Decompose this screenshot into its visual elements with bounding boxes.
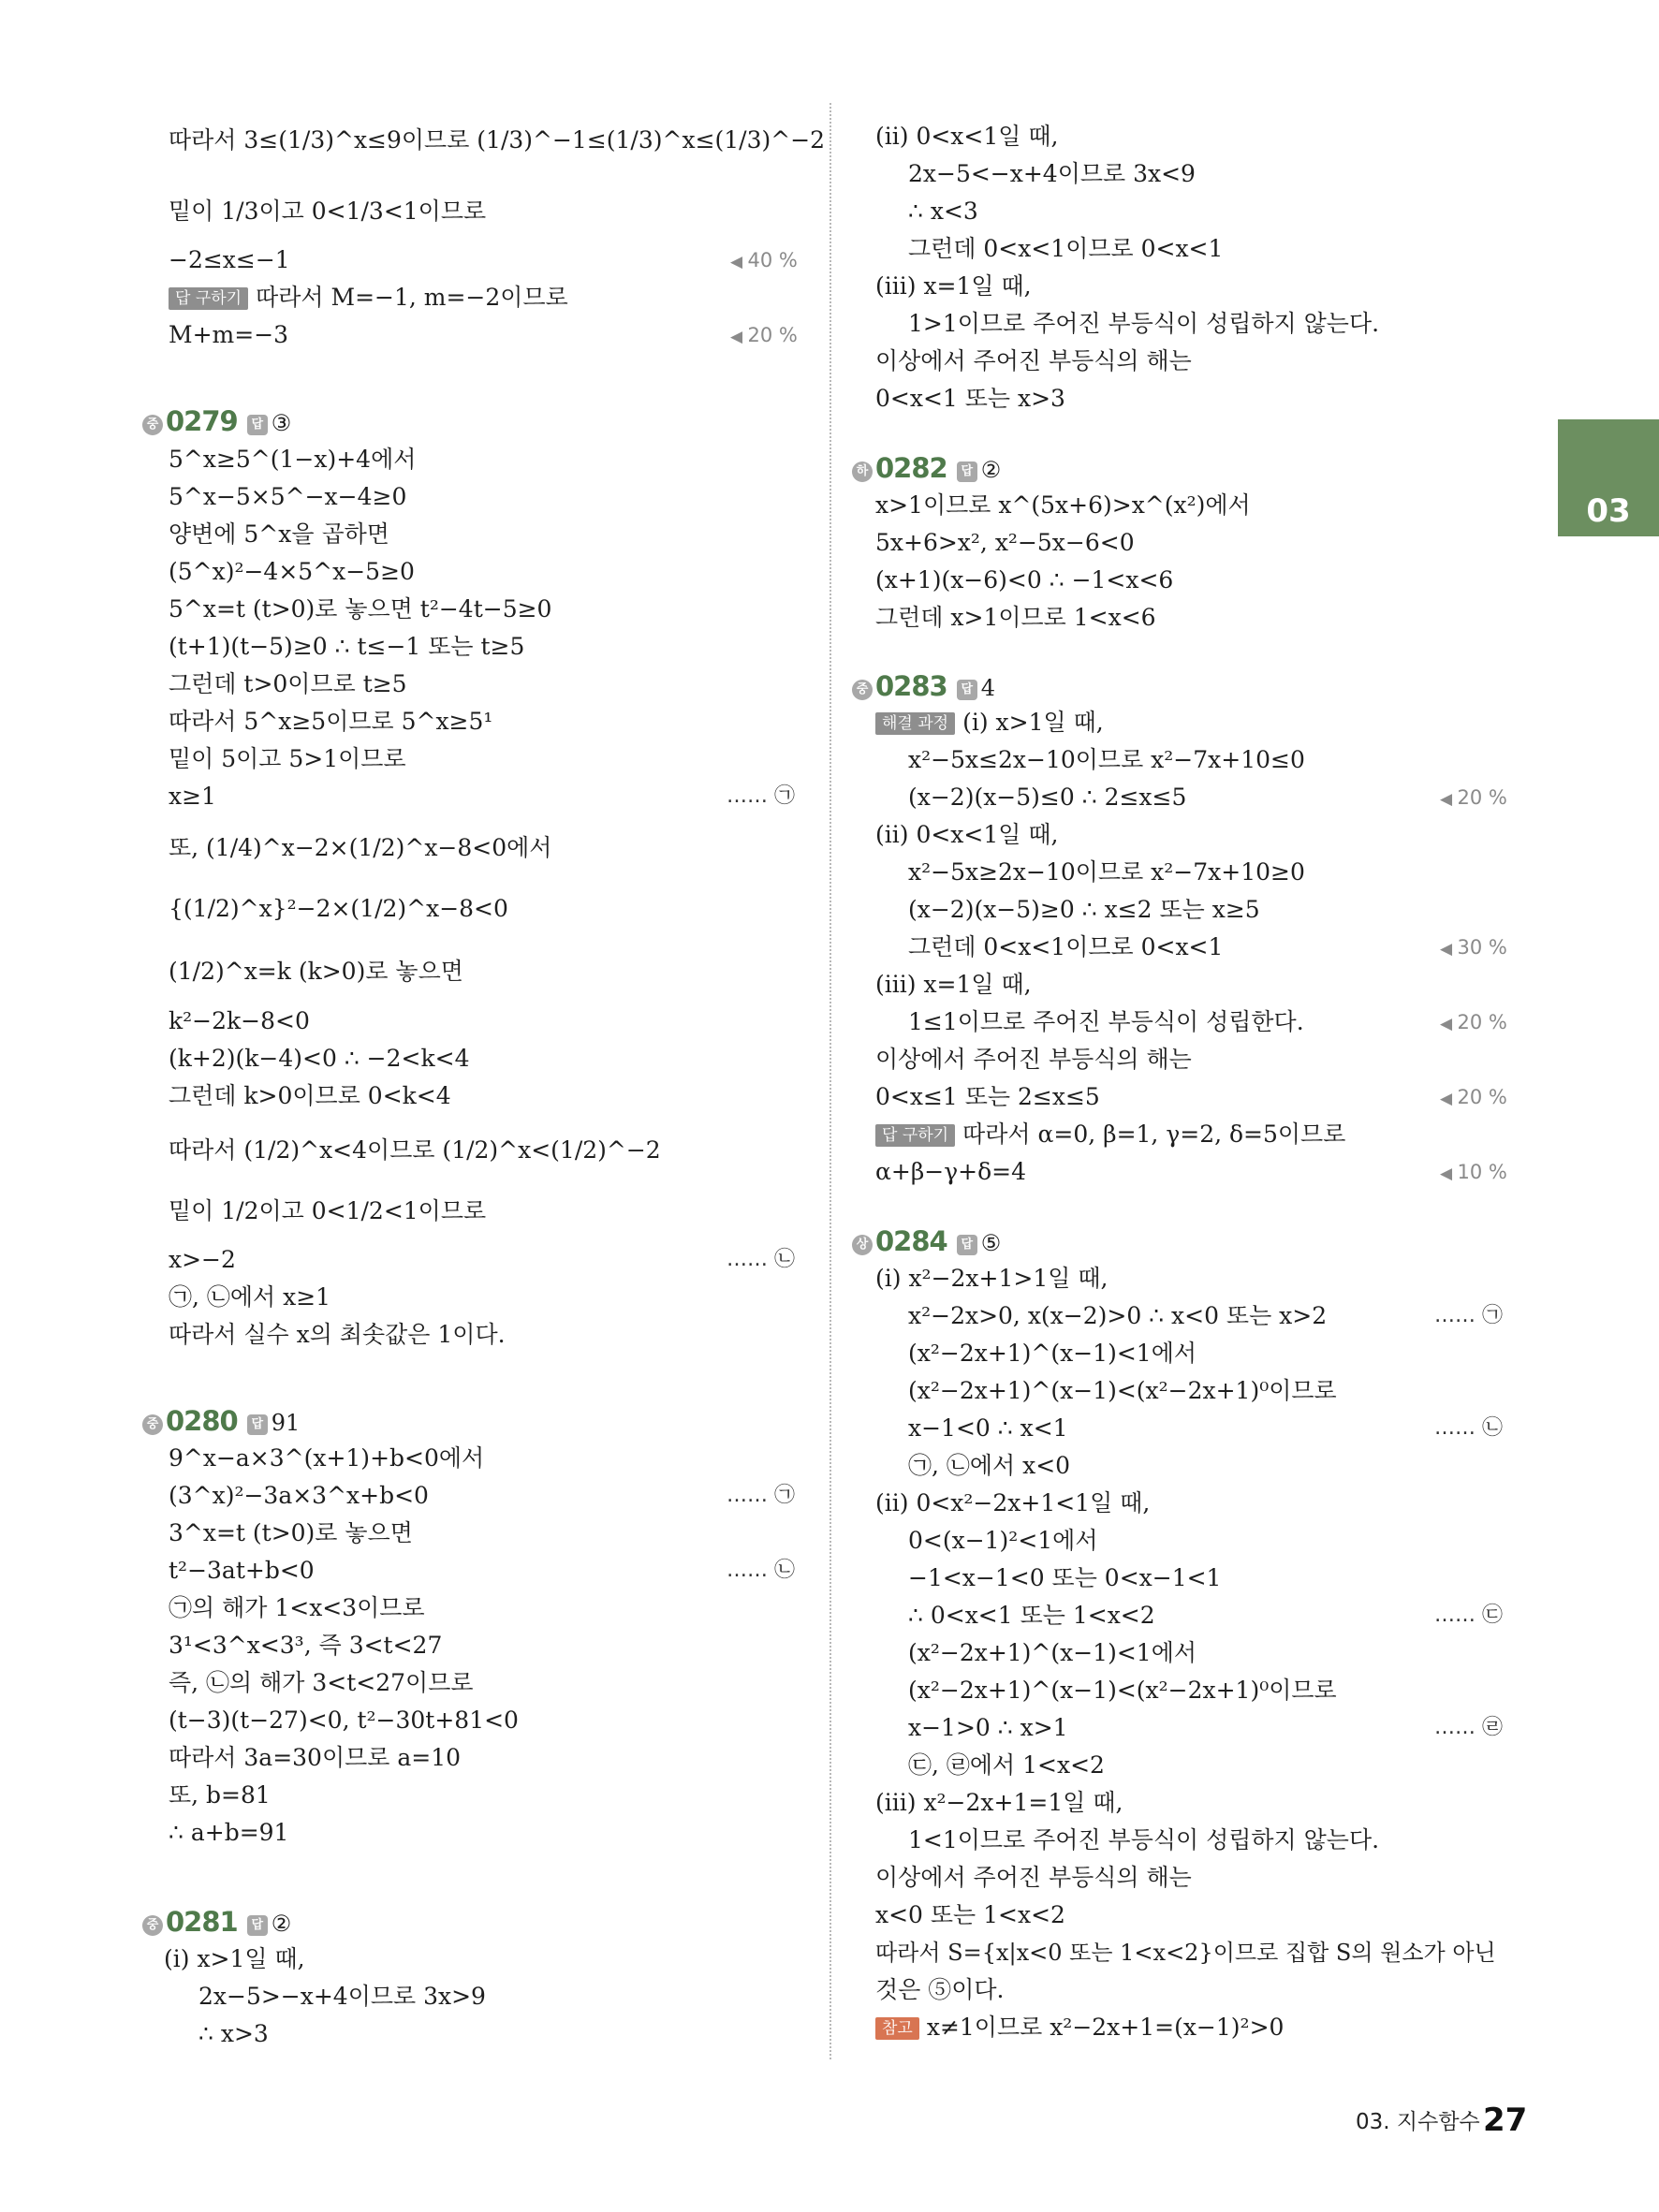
- difficulty-badge: 중: [142, 1915, 163, 1936]
- solution-line: x>−2: [169, 1246, 236, 1273]
- problem-number: 0279: [166, 405, 238, 437]
- solution-line: 그런데 k>0이므로 0<k<4: [169, 1082, 451, 1109]
- solution-line: {(1/2)^x}²−2×(1/2)^x−8<0: [169, 895, 508, 922]
- solution-line: 밑이 1/3이고 0<1/3<1이므로: [169, 198, 487, 225]
- solution-line: 양변에 5^x을 곱하면: [169, 520, 389, 548]
- solution-line: x−1<0 ∴ x<1: [908, 1414, 1068, 1442]
- problem-number: 0282: [875, 452, 947, 484]
- solution-line: (i) x>1일 때,: [164, 1945, 305, 1972]
- solution-line: 따라서 3≤(1/3)^x≤9이므로 (1/3)^−1≤(1/3)^x≤(1/3)^−2: [169, 126, 826, 154]
- solution-line: 또, b=81: [169, 1781, 271, 1809]
- problem-header-0280: [142, 1404, 300, 1443]
- solution-line: (x−2)(x−5)≥0 ∴ x≤2 또는 x≥5: [908, 896, 1260, 923]
- solution-line: k²−2k−8<0: [169, 1007, 310, 1034]
- equation-marker: …… ㉢: [1434, 1604, 1503, 1627]
- equation-marker: …… ㉡: [727, 1559, 795, 1582]
- solution-line: α+β−γ+δ=4: [875, 1158, 1027, 1185]
- solution-line: 따라서 3a=30이므로 a=10: [169, 1744, 462, 1771]
- solution-line: x²−2x>0, x(x−2)>0 ∴ x<0 또는 x>2: [908, 1302, 1328, 1329]
- score-percent: ◀ 10 %: [1440, 1157, 1507, 1189]
- difficulty-badge: 중: [142, 1414, 163, 1435]
- solution-line: 밑이 5이고 5>1이므로: [169, 745, 406, 772]
- solution-line: ㉠, ㉡에서 x<0: [908, 1452, 1071, 1479]
- solution-line: 해결 과정 (i) x>1일 때,: [875, 708, 1104, 738]
- solution-line: x²−5x≤2x−10이므로 x²−7x+10≤0: [908, 746, 1305, 773]
- problem-number: 0280: [166, 1405, 238, 1437]
- solution-line: (x−2)(x−5)≤0 ∴ 2≤x≤5: [908, 784, 1187, 811]
- solution-line: (k+2)(k−4)<0 ∴ −2<k<4: [169, 1045, 470, 1072]
- solution-line: (x²−2x+1)^(x−1)<1에서: [908, 1639, 1197, 1666]
- solution-line: 또, (1/4)^x−2×(1/2)^x−8<0에서: [169, 834, 552, 861]
- page-number: 27: [1483, 2102, 1528, 2139]
- answer-value: ③: [271, 410, 292, 436]
- solution-line: x>1이므로 x^(5x+6)>x^(x²)에서: [875, 491, 1251, 519]
- problem-header-0284: [852, 1224, 1001, 1263]
- score-percent: ◀ 20 %: [1440, 783, 1507, 814]
- solution-line: 3^x=t (t>0)로 놓으면: [169, 1519, 413, 1546]
- solution-line: 그런데 t>0이므로 t≥5: [169, 670, 407, 697]
- solution-line: 따라서 (1/2)^x<4이므로 (1/2)^x<(1/2)^−2: [169, 1136, 661, 1164]
- solution-line: (ii) 0<x<1일 때,: [875, 123, 1059, 150]
- solution-line: 0<(x−1)²<1에서: [908, 1527, 1098, 1554]
- solution-line: 1≤1이므로 주어진 부등식이 성립한다.: [908, 1008, 1304, 1035]
- solution-line: 이상에서 주어진 부등식의 해는: [875, 1864, 1192, 1891]
- difficulty-badge: 상: [852, 1235, 873, 1255]
- solution-line: x<0 또는 1<x<2: [875, 1901, 1065, 1928]
- solution-line: t²−3at+b<0: [169, 1557, 315, 1584]
- solution-line: 따라서 실수 x의 최솟값은 1이다.: [169, 1321, 506, 1348]
- problem-header-0282: [852, 451, 1001, 490]
- equation-marker: …… ㉣: [1434, 1716, 1503, 1739]
- solution-line: 것은 ⑤이다.: [875, 1976, 1005, 2003]
- solution-line: (iii) x=1일 때,: [875, 971, 1032, 998]
- solution-line: x≥1: [169, 783, 216, 810]
- answer-tag: 답: [247, 1414, 268, 1435]
- solution-line: 밑이 1/2이고 0<1/2<1이므로: [169, 1197, 487, 1224]
- solution-line: 답 구하기 따라서 M=−1, m=−2이므로: [169, 283, 568, 313]
- solution-line: 참고 x≠1이므로 x²−2x+1=(x−1)²>0: [875, 2013, 1284, 2043]
- chapter-tab: 03: [1558, 419, 1659, 536]
- difficulty-badge: 중: [852, 680, 873, 700]
- solution-line: (t−3)(t−27)<0, t²−30t+81<0: [169, 1707, 519, 1734]
- problem-number: 0281: [166, 1906, 238, 1938]
- answer-value: ②: [980, 457, 1002, 483]
- solution-line: M+m=−3: [169, 321, 289, 348]
- footer-section-title: 03. 지수함수: [1356, 2110, 1480, 2134]
- solution-line: ㉢, ㉣에서 1<x<2: [908, 1751, 1105, 1779]
- solution-line: 답 구하기 따라서 α=0, β=1, γ=2, δ=5이므로: [875, 1120, 1345, 1150]
- solution-line: −2≤x≤−1: [169, 246, 290, 273]
- solution-line: −1<x−1<0 또는 0<x−1<1: [908, 1564, 1222, 1591]
- score-percent: ◀ 20 %: [1440, 1007, 1507, 1039]
- solution-line: (x²−2x+1)^(x−1)<1에서: [908, 1340, 1197, 1367]
- solution-line: 2x−5>−x+4이므로 3x>9: [198, 1983, 486, 2010]
- solution-line: (i) x²−2x+1>1일 때,: [875, 1265, 1108, 1292]
- score-percent: ◀ 20 %: [730, 320, 798, 352]
- answer-step-badge: 답 구하기: [875, 1124, 955, 1147]
- solution-line: ∴ a+b=91: [169, 1819, 289, 1846]
- solution-line: 9^x−a×3^(x+1)+b<0에서: [169, 1444, 485, 1472]
- problem-number: 0283: [875, 670, 947, 702]
- answer-value: ②: [271, 1911, 292, 1937]
- solution-line: 5^x−5×5^−x−4≥0: [169, 483, 407, 510]
- answer-step-badge: 답 구하기: [169, 287, 248, 310]
- solution-line: 그런데 x>1이므로 1<x<6: [875, 604, 1156, 631]
- solution-line: 5^x≥5^(1−x)+4에서: [169, 446, 417, 473]
- solution-line: 2x−5<−x+4이므로 3x<9: [908, 160, 1196, 187]
- solution-line: ∴ 0<x<1 또는 1<x<2: [908, 1602, 1155, 1629]
- solution-line: 따라서 5^x≥5이므로 5^x≥5¹: [169, 708, 493, 735]
- solution-line: 그런데 0<x<1이므로 0<x<1: [908, 235, 1224, 262]
- problem-header-0283: [852, 669, 995, 708]
- solution-line: (iii) x²−2x+1=1일 때,: [875, 1789, 1123, 1816]
- solution-line: ∴ x<3: [908, 198, 978, 225]
- solution-line: 5^x=t (t>0)로 놓으면 t²−4t−5≥0: [169, 595, 552, 623]
- solution-line: 0<x≤1 또는 2≤x≤5: [875, 1083, 1100, 1110]
- problem-header-0281: [142, 1905, 291, 1943]
- solution-line: (1/2)^x=k (k>0)로 놓으면: [169, 958, 463, 985]
- answer-value: 91: [271, 1410, 301, 1436]
- solution-line: ㉠, ㉡에서 x≥1: [169, 1283, 331, 1311]
- solution-line: 이상에서 주어진 부등식의 해는: [875, 1046, 1192, 1073]
- equation-marker: …… ㉠: [727, 1484, 795, 1507]
- solution-line: (x+1)(x−6)<0 ∴ −1<x<6: [875, 566, 1174, 593]
- answer-tag: 답: [957, 461, 977, 482]
- solution-line: x−1>0 ∴ x>1: [908, 1714, 1068, 1741]
- difficulty-badge: 하: [852, 461, 873, 482]
- score-percent: ◀ 40 %: [730, 245, 798, 277]
- solution-line: (5^x)²−4×5^x−5≥0: [169, 558, 415, 585]
- solution-line: x²−5x≥2x−10이므로 x²−7x+10≥0: [908, 858, 1305, 886]
- equation-marker: …… ㉠: [727, 784, 795, 808]
- solution-line: 5x+6>x², x²−5x−6<0: [875, 529, 1135, 556]
- solution-line: (ii) 0<x<1일 때,: [875, 821, 1059, 848]
- solution-line: (3^x)²−3a×3^x+b<0: [169, 1482, 429, 1509]
- answer-tag: 답: [247, 1915, 268, 1936]
- solution-line: 1<1이므로 주어진 부등식이 성립하지 않는다.: [908, 1826, 1380, 1853]
- solution-line: (iii) x=1일 때,: [875, 272, 1032, 300]
- solution-line: 그런데 0<x<1이므로 0<x<1: [908, 933, 1224, 960]
- column-divider: [830, 103, 831, 2059]
- solution-line: 3¹<3^x<3³, 즉 3<t<27: [169, 1632, 443, 1659]
- equation-marker: …… ㉡: [1434, 1416, 1503, 1440]
- answer-value: ⑤: [980, 1230, 1002, 1256]
- solution-line: (x²−2x+1)^(x−1)<(x²−2x+1)⁰이므로: [908, 1377, 1337, 1404]
- solution-line: 따라서 S={x|x<0 또는 1<x<2}이므로 집합 S의 원소가 아닌: [875, 1940, 1496, 1966]
- solution-line: ∴ x>3: [198, 2020, 269, 2047]
- answer-tag: 답: [957, 680, 977, 700]
- problem-header-0279: [142, 404, 291, 443]
- answer-tag: 답: [957, 1235, 977, 1255]
- solution-line: 이상에서 주어진 부등식의 해는: [875, 347, 1192, 374]
- equation-marker: …… ㉡: [727, 1248, 795, 1271]
- solution-line: 1>1이므로 주어진 부등식이 성립하지 않는다.: [908, 310, 1380, 337]
- note-badge: 참고: [875, 2017, 919, 2040]
- solution-line: 즉, ㉡의 해가 3<t<27이므로: [169, 1669, 474, 1696]
- difficulty-badge: 중: [142, 415, 163, 435]
- solution-line: (x²−2x+1)^(x−1)<(x²−2x+1)⁰이므로: [908, 1677, 1337, 1704]
- solution-line: (t+1)(t−5)≥0 ∴ t≤−1 또는 t≥5: [169, 633, 525, 660]
- equation-marker: …… ㉠: [1434, 1304, 1503, 1327]
- process-step-badge: 해결 과정: [875, 712, 955, 735]
- score-percent: ◀ 30 %: [1440, 932, 1507, 964]
- solution-line: 0<x<1 또는 x>3: [875, 385, 1065, 412]
- answer-tag: 답: [247, 415, 268, 435]
- answer-value: 4: [980, 675, 995, 701]
- score-percent: ◀ 20 %: [1440, 1082, 1507, 1114]
- solution-line: ㉠의 해가 1<x<3이므로: [169, 1594, 425, 1621]
- problem-number: 0284: [875, 1225, 947, 1257]
- solution-line: (ii) 0<x²−2x+1<1일 때,: [875, 1489, 1151, 1516]
